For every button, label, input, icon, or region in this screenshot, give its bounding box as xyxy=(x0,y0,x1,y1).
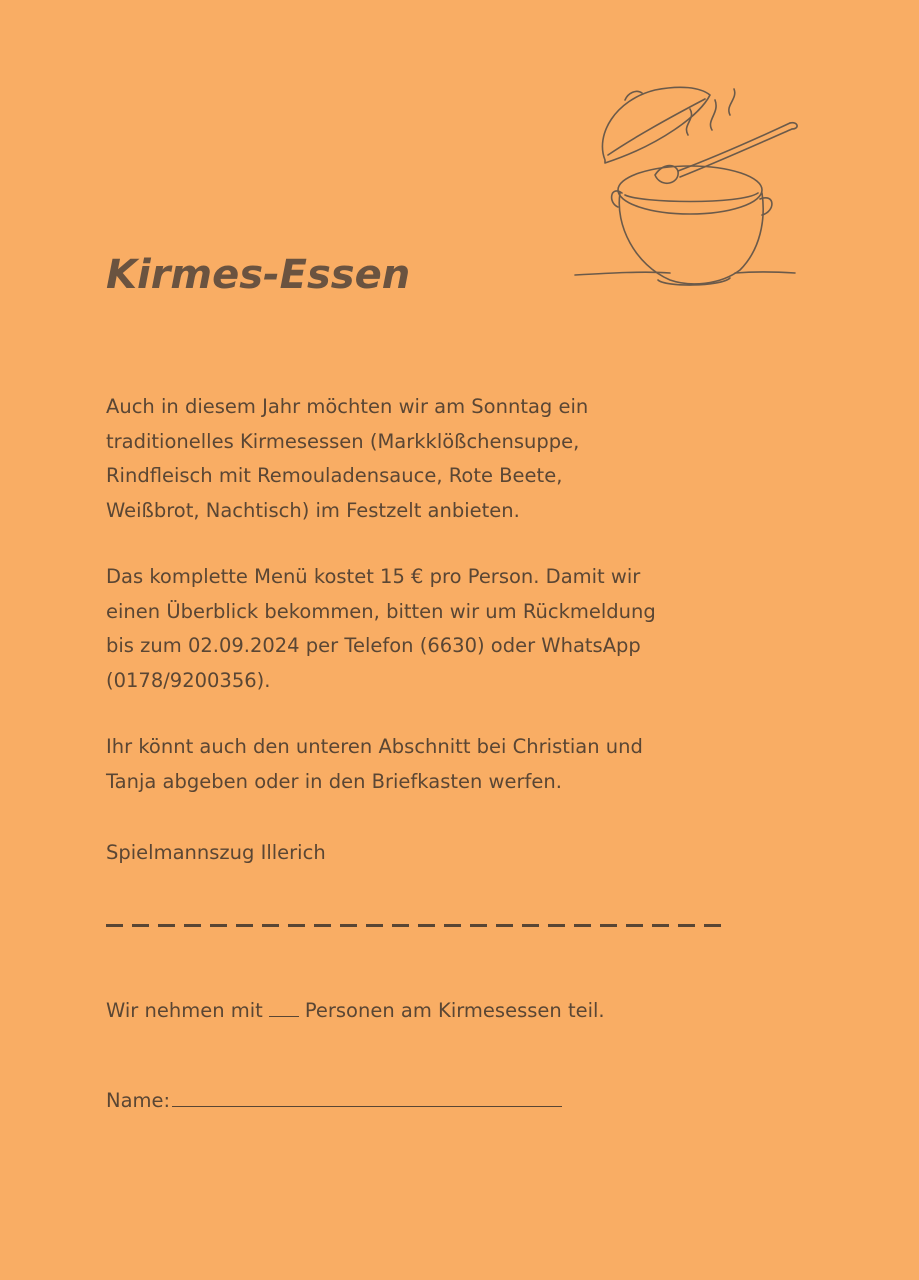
name-row xyxy=(106,1086,562,1116)
person-count-blank[interactable] xyxy=(269,998,299,1017)
name-blank[interactable] xyxy=(172,1086,562,1107)
reply-sentence xyxy=(106,996,605,1026)
reply-text-before: Wir nehmen mit xyxy=(106,999,263,1022)
dropoff-paragraph xyxy=(106,730,806,799)
intro-line: Weißbrot, Nachtisch) im Festzelt anbieten. xyxy=(106,498,520,522)
menu-line: bis zum 02.09.2024 per Telefon (6630) oder WhatsApp xyxy=(106,634,641,657)
signature: Spielmannszug Illerich xyxy=(106,841,326,864)
menu-paragraph xyxy=(106,560,806,698)
intro-paragraph xyxy=(106,390,806,528)
page-title: Kirmes-Essen xyxy=(106,252,411,298)
soup-pot-icon xyxy=(570,75,800,295)
reply-text-after: Personen am Kirmesessen teil. xyxy=(304,999,605,1022)
intro-line: Rindfleisch mit Remouladensauce, Rote Beete, xyxy=(106,464,563,487)
menu-line: Das komplette Menü kostet 15 € pro Person. Damit wir xyxy=(106,565,641,588)
menu-line: einen Überblick bekommen, bitten wir um Rückmeldung xyxy=(106,599,656,623)
menu-line: (0178/9200356). xyxy=(106,668,271,692)
intro-line: traditionelles Kirmesessen (Markklößchensuppe, xyxy=(106,429,580,453)
cut-line-divider xyxy=(106,924,730,927)
name-label: Name: xyxy=(106,1089,171,1112)
intro-line: Auch in diesem Jahr möchten wir am Sonntag ein xyxy=(106,395,589,418)
dropoff-line: Tanja abgeben oder in den Briefkasten werfen. xyxy=(106,769,562,793)
dropoff-line: Ihr könnt auch den unteren Abschnitt bei Christian und xyxy=(106,735,643,758)
